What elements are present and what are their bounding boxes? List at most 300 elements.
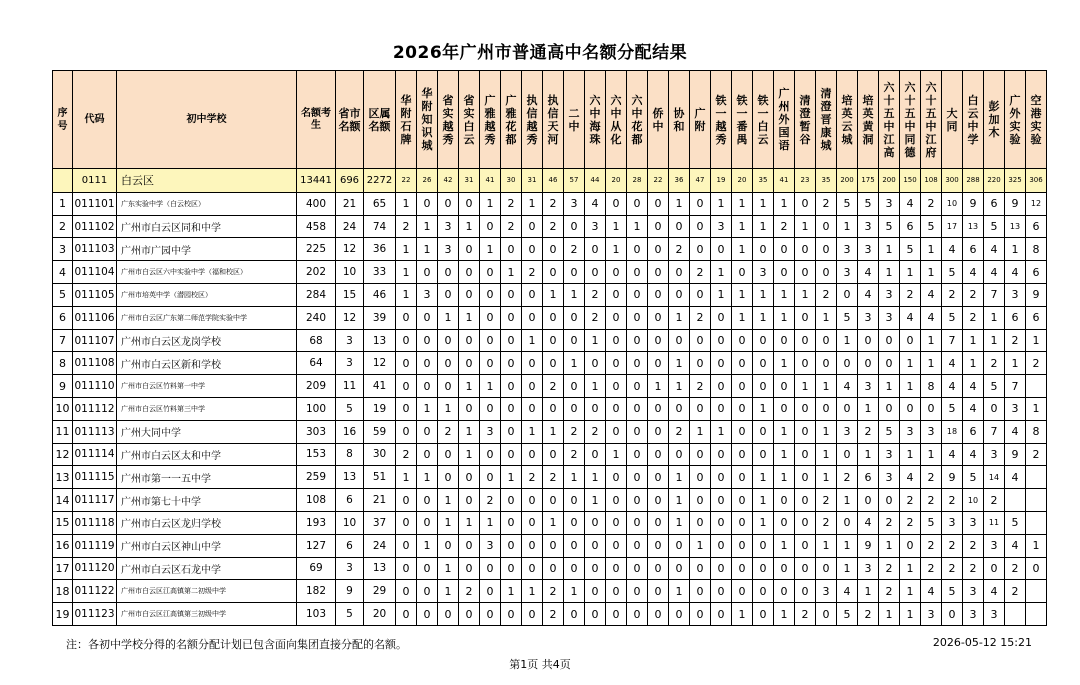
value-cell: 1 (522, 192, 543, 215)
value-cell: 26 (417, 169, 438, 193)
value-cell: 1 (711, 192, 732, 215)
value-cell: 0 (396, 375, 417, 398)
value-cell: 4 (984, 238, 1005, 261)
value-cell: 9 (963, 192, 984, 215)
value-cell: 0 (627, 466, 648, 489)
value-cell: 0 (438, 603, 459, 626)
value-cell: 10 (963, 489, 984, 512)
value-cell: 0 (690, 443, 711, 466)
value-cell: 2 (879, 557, 900, 580)
value-cell: 200 (879, 169, 900, 193)
value-cell: 1 (753, 511, 774, 534)
value-cell: 0 (396, 398, 417, 421)
value-cell: 0 (774, 511, 795, 534)
value-cell: 12 (364, 352, 396, 375)
value-cell: 0 (606, 284, 627, 307)
value-cell: 1 (795, 284, 816, 307)
value-cell: 1 (669, 306, 690, 329)
value-cell: 0 (648, 284, 669, 307)
value-cell: 0 (501, 398, 522, 421)
value-cell: 65 (364, 192, 396, 215)
value-cell: 0 (732, 443, 753, 466)
value-cell: 1 (648, 375, 669, 398)
index-cell: 4 (53, 261, 73, 284)
value-cell: 6 (336, 534, 364, 557)
value-cell: 202 (297, 261, 336, 284)
value-cell: 0 (585, 511, 606, 534)
value-cell: 0 (522, 534, 543, 557)
table-row (53, 375, 1047, 398)
value-cell: 36 (364, 238, 396, 261)
value-cell: 0 (438, 261, 459, 284)
value-cell: 300 (942, 169, 963, 193)
value-cell: 4 (984, 580, 1005, 603)
value-cell: 12 (336, 306, 364, 329)
table-row (53, 238, 1047, 261)
value-cell: 0 (669, 557, 690, 580)
value-cell: 0 (795, 238, 816, 261)
value-cell: 6 (1026, 306, 1047, 329)
value-cell: 7 (1005, 375, 1026, 398)
column-header: 六中从化 (606, 71, 627, 169)
value-cell: 0 (732, 398, 753, 421)
value-cell: 0 (690, 466, 711, 489)
value-cell: 22 (396, 169, 417, 193)
value-cell: 0 (669, 443, 690, 466)
value-cell: 303 (297, 420, 336, 443)
value-cell: 4 (1005, 534, 1026, 557)
value-cell: 0 (732, 375, 753, 398)
value-cell: 4 (585, 192, 606, 215)
value-cell: 2 (816, 489, 837, 512)
value-cell: 0 (480, 329, 501, 352)
value-cell: 14 (984, 466, 1005, 489)
value-cell: 5 (837, 603, 858, 626)
value-cell: 0 (648, 352, 669, 375)
value-cell: 5 (879, 420, 900, 443)
school-code-cell: 011102 (73, 215, 117, 238)
value-cell: 0 (459, 329, 480, 352)
value-cell: 1 (732, 238, 753, 261)
value-cell: 3 (336, 557, 364, 580)
value-cell: 0 (396, 352, 417, 375)
index-cell: 18 (53, 580, 73, 603)
school-code-cell: 011106 (73, 306, 117, 329)
value-cell: 41 (364, 375, 396, 398)
value-cell: 0 (564, 489, 585, 512)
value-cell: 0 (732, 420, 753, 443)
value-cell: 1 (774, 306, 795, 329)
value-cell: 0 (522, 557, 543, 580)
value-cell: 0 (816, 238, 837, 261)
table-row (53, 420, 1047, 443)
value-cell: 1 (438, 580, 459, 603)
value-cell: 0 (753, 534, 774, 557)
value-cell: 0 (669, 261, 690, 284)
value-cell: 0 (459, 284, 480, 307)
value-cell: 1 (543, 511, 564, 534)
value-cell: 0 (1026, 557, 1047, 580)
value-cell: 1 (606, 215, 627, 238)
value-cell: 0 (648, 443, 669, 466)
value-cell: 0 (396, 329, 417, 352)
value-cell: 44 (585, 169, 606, 193)
value-cell: 0 (795, 192, 816, 215)
value-cell: 3 (963, 580, 984, 603)
value-cell: 0 (690, 489, 711, 512)
value-cell: 64 (297, 352, 336, 375)
value-cell: 47 (690, 169, 711, 193)
school-code-cell: 011107 (73, 329, 117, 352)
value-cell: 3 (858, 375, 879, 398)
value-cell: 3 (837, 261, 858, 284)
value-cell: 4 (984, 261, 1005, 284)
value-cell: 2272 (364, 169, 396, 193)
value-cell: 0 (711, 603, 732, 626)
value-cell: 3 (753, 261, 774, 284)
column-header: 六十五中同德 (900, 71, 921, 169)
value-cell: 22 (648, 169, 669, 193)
value-cell: 0 (732, 352, 753, 375)
value-cell: 1 (732, 192, 753, 215)
school-code-cell: 011105 (73, 284, 117, 307)
index-cell: 6 (53, 306, 73, 329)
value-cell: 1 (564, 284, 585, 307)
value-cell: 1 (711, 420, 732, 443)
column-header: 六十五中江府 (921, 71, 942, 169)
value-cell: 3 (858, 306, 879, 329)
value-cell: 2 (690, 306, 711, 329)
column-header: 执信天河 (543, 71, 564, 169)
value-cell: 1 (669, 489, 690, 512)
value-cell: 59 (364, 420, 396, 443)
value-cell: 0 (480, 306, 501, 329)
column-header: 广雅花都 (501, 71, 522, 169)
value-cell: 0 (816, 398, 837, 421)
value-cell: 0 (564, 215, 585, 238)
value-cell: 0 (564, 511, 585, 534)
value-cell: 696 (336, 169, 364, 193)
value-cell: 0 (417, 443, 438, 466)
value-cell: 0 (501, 375, 522, 398)
value-cell: 1 (858, 398, 879, 421)
school-code-cell: 011115 (73, 466, 117, 489)
value-cell: 0 (711, 443, 732, 466)
value-cell: 20 (732, 169, 753, 193)
value-cell: 0 (690, 603, 711, 626)
value-cell: 0 (816, 215, 837, 238)
value-cell: 0 (396, 511, 417, 534)
value-cell: 0 (417, 557, 438, 580)
value-cell: 0 (669, 398, 690, 421)
value-cell: 0 (417, 192, 438, 215)
value-cell: 1 (438, 511, 459, 534)
value-cell: 4 (858, 284, 879, 307)
value-cell: 2 (963, 284, 984, 307)
value-cell: 0 (543, 398, 564, 421)
value-cell: 2 (564, 443, 585, 466)
value-cell: 0 (900, 329, 921, 352)
value-cell: 8 (1026, 238, 1047, 261)
column-header: 华附石牌 (396, 71, 417, 169)
value-cell: 46 (364, 284, 396, 307)
value-cell: 2 (1005, 557, 1026, 580)
value-cell (1005, 489, 1026, 512)
value-cell: 0 (648, 557, 669, 580)
value-cell: 0 (648, 398, 669, 421)
value-cell: 0 (606, 420, 627, 443)
district-summary-row (53, 169, 1047, 193)
value-cell: 1 (732, 306, 753, 329)
value-cell: 0 (648, 238, 669, 261)
value-cell: 0 (669, 329, 690, 352)
value-cell: 0 (795, 306, 816, 329)
index-cell: 14 (53, 489, 73, 512)
value-cell: 0 (606, 375, 627, 398)
value-cell: 0 (501, 557, 522, 580)
value-cell: 16 (336, 420, 364, 443)
value-cell: 1 (711, 284, 732, 307)
value-cell: 1 (417, 238, 438, 261)
value-cell: 9 (1026, 284, 1047, 307)
value-cell: 0 (543, 306, 564, 329)
value-cell: 1 (900, 443, 921, 466)
value-cell: 0 (816, 329, 837, 352)
school-code-cell: 011120 (73, 557, 117, 580)
value-cell: 68 (297, 329, 336, 352)
value-cell: 1 (585, 329, 606, 352)
value-cell: 0 (627, 534, 648, 557)
value-cell: 10 (336, 511, 364, 534)
value-cell: 0 (585, 580, 606, 603)
table-row (53, 603, 1047, 626)
value-cell: 1 (774, 192, 795, 215)
value-cell: 6 (963, 420, 984, 443)
school-code-cell: 011114 (73, 443, 117, 466)
value-cell: 4 (963, 261, 984, 284)
value-cell: 2 (963, 306, 984, 329)
value-cell: 0 (690, 557, 711, 580)
value-cell: 1 (501, 580, 522, 603)
school-code-cell: 011110 (73, 375, 117, 398)
value-cell: 0 (627, 580, 648, 603)
value-cell: 13 (336, 466, 364, 489)
value-cell: 0 (564, 375, 585, 398)
value-cell: 1 (774, 284, 795, 307)
value-cell: 1 (669, 352, 690, 375)
value-cell: 4 (858, 261, 879, 284)
value-cell: 0 (648, 511, 669, 534)
value-cell: 1 (858, 443, 879, 466)
value-cell: 0 (396, 306, 417, 329)
value-cell (1026, 580, 1047, 603)
value-cell: 2 (543, 215, 564, 238)
value-cell: 2 (858, 420, 879, 443)
value-cell: 0 (543, 238, 564, 261)
table-row (53, 580, 1047, 603)
value-cell: 0 (732, 511, 753, 534)
value-cell: 0 (648, 420, 669, 443)
value-cell: 2 (921, 534, 942, 557)
value-cell: 0 (816, 261, 837, 284)
value-cell: 0 (606, 603, 627, 626)
value-cell: 284 (297, 284, 336, 307)
value-cell: 182 (297, 580, 336, 603)
value-cell: 2 (543, 603, 564, 626)
value-cell: 7 (984, 284, 1005, 307)
school-name-cell: 广州市白云区石龙中学 (117, 557, 297, 580)
value-cell: 13 (364, 329, 396, 352)
value-cell: 1 (774, 352, 795, 375)
value-cell: 400 (297, 192, 336, 215)
value-cell: 0 (627, 375, 648, 398)
value-cell: 0 (795, 580, 816, 603)
index-cell: 10 (53, 398, 73, 421)
value-cell: 3 (900, 420, 921, 443)
value-cell: 13 (364, 557, 396, 580)
value-cell: 6 (1005, 306, 1026, 329)
value-cell: 0 (648, 306, 669, 329)
value-cell: 51 (364, 466, 396, 489)
school-code-cell: 011123 (73, 603, 117, 626)
value-cell: 3 (858, 557, 879, 580)
value-cell: 6 (858, 466, 879, 489)
value-cell: 1 (963, 329, 984, 352)
value-cell: 0 (795, 261, 816, 284)
value-cell: 100 (297, 398, 336, 421)
value-cell: 2 (543, 580, 564, 603)
value-cell: 0 (501, 352, 522, 375)
value-cell: 3 (564, 192, 585, 215)
value-cell: 2 (942, 557, 963, 580)
value-cell: 35 (816, 169, 837, 193)
value-cell: 2 (942, 489, 963, 512)
value-cell: 0 (732, 580, 753, 603)
value-cell: 0 (585, 603, 606, 626)
value-cell: 0 (627, 352, 648, 375)
value-cell: 41 (774, 169, 795, 193)
value-cell: 9 (336, 580, 364, 603)
value-cell: 1 (984, 306, 1005, 329)
value-cell: 1 (816, 306, 837, 329)
value-cell: 9 (858, 534, 879, 557)
value-cell: 2 (984, 352, 1005, 375)
value-cell: 0 (606, 489, 627, 512)
value-cell: 5 (942, 306, 963, 329)
table-header-row (53, 71, 1047, 169)
value-cell: 0 (942, 603, 963, 626)
value-cell: 1 (501, 466, 522, 489)
school-name-cell: 广东实验中学（白云校区） (117, 192, 297, 215)
value-cell: 0 (480, 215, 501, 238)
value-cell: 0 (564, 534, 585, 557)
value-cell: 30 (501, 169, 522, 193)
value-cell: 1 (753, 192, 774, 215)
value-cell: 4 (942, 352, 963, 375)
footer-note: 注：各初中学校分得的名额分配计划已包含面向集团直接分配的名额。 (66, 638, 407, 651)
value-cell: 5 (921, 511, 942, 534)
value-cell: 2 (900, 511, 921, 534)
value-cell: 1 (438, 398, 459, 421)
value-cell (1005, 603, 1026, 626)
value-cell: 3 (858, 238, 879, 261)
value-cell: 0 (438, 375, 459, 398)
value-cell: 0 (606, 398, 627, 421)
value-cell: 1 (396, 192, 417, 215)
value-cell: 0 (900, 398, 921, 421)
value-cell: 2 (921, 192, 942, 215)
value-cell: 0 (480, 261, 501, 284)
page-number: 第1页 共4页 (509, 658, 571, 671)
value-cell: 0 (711, 466, 732, 489)
value-cell: 0 (606, 192, 627, 215)
school-name-cell: 广州市白云区同和中学 (117, 215, 297, 238)
table-row (53, 511, 1047, 534)
value-cell: 1 (585, 489, 606, 512)
value-cell: 2 (879, 580, 900, 603)
value-cell: 1 (627, 215, 648, 238)
value-cell: 3 (417, 284, 438, 307)
value-cell: 0 (417, 329, 438, 352)
value-cell: 0 (648, 192, 669, 215)
value-cell: 1 (774, 443, 795, 466)
value-cell: 1 (984, 329, 1005, 352)
value-cell: 0 (753, 443, 774, 466)
value-cell: 0 (438, 192, 459, 215)
value-cell: 0 (459, 534, 480, 557)
value-cell: 0 (711, 352, 732, 375)
value-cell: 0 (711, 534, 732, 557)
value-cell: 0 (438, 534, 459, 557)
value-cell: 9 (1005, 192, 1026, 215)
value-cell: 458 (297, 215, 336, 238)
table-row (53, 534, 1047, 557)
school-name-cell: 广州市培英中学（潜园校区） (117, 284, 297, 307)
value-cell: 0 (753, 420, 774, 443)
value-cell: 0 (711, 511, 732, 534)
value-cell: 0 (795, 352, 816, 375)
value-cell: 0 (606, 580, 627, 603)
value-cell: 0 (795, 489, 816, 512)
value-cell: 1 (837, 534, 858, 557)
value-cell: 0 (711, 329, 732, 352)
value-cell: 0 (459, 398, 480, 421)
value-cell: 1 (606, 238, 627, 261)
value-cell: 0 (858, 329, 879, 352)
column-header: 清澄暂谷 (795, 71, 816, 169)
value-cell: 0 (690, 580, 711, 603)
value-cell: 0 (921, 398, 942, 421)
value-cell: 0 (690, 398, 711, 421)
value-cell: 1 (1026, 534, 1047, 557)
school-code-cell: 011101 (73, 192, 117, 215)
value-cell: 3 (879, 284, 900, 307)
value-cell: 0 (522, 489, 543, 512)
value-cell: 8 (921, 375, 942, 398)
value-cell: 0 (396, 580, 417, 603)
value-cell: 0 (564, 603, 585, 626)
value-cell: 4 (1005, 420, 1026, 443)
value-cell: 2 (900, 489, 921, 512)
value-cell: 325 (1005, 169, 1026, 193)
column-header: 广州外国语 (774, 71, 795, 169)
school-name-cell: 广州市白云区江高镇第三初级中学 (117, 603, 297, 626)
value-cell: 1 (900, 580, 921, 603)
value-cell: 0 (606, 329, 627, 352)
value-cell: 0 (711, 398, 732, 421)
value-cell: 0 (648, 466, 669, 489)
value-cell: 3 (858, 215, 879, 238)
